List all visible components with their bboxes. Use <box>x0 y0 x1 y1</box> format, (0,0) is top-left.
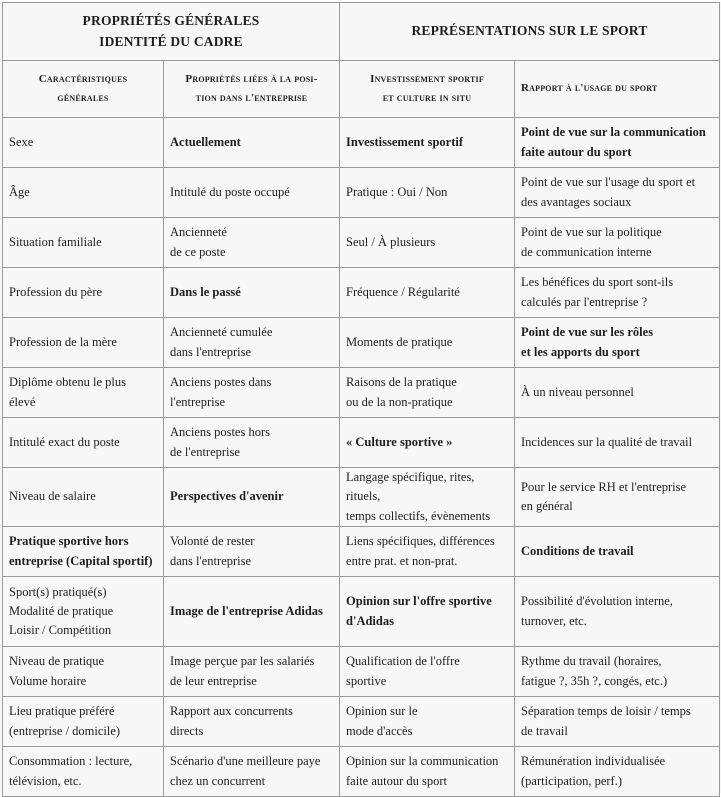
table-cell: Possibilité d'évolution interne, turnover, etc. <box>515 577 720 647</box>
table-row <box>3 218 720 268</box>
table-cell-subheading: Perspectives d'avenir <box>164 468 340 527</box>
table-cell: Pour le service RH et l'entreprise en général <box>515 468 720 527</box>
table-cell-subheading: Point de vue sur la communication faite autour du sport <box>515 118 720 168</box>
table-cell-subheading: Actuellement <box>164 118 340 168</box>
table-cell: Profession du père <box>3 268 164 318</box>
group-header-row <box>3 3 720 61</box>
table-cell: Rémunération individualisée (participation, perf.) <box>515 747 720 797</box>
table-cell: Niveau de salaire <box>3 468 164 527</box>
table-cell: Intitulé exact du poste <box>3 418 164 468</box>
column-header-row <box>3 61 720 118</box>
table-cell: Lieu pratique préféré (entreprise / domicile) <box>3 697 164 747</box>
table-cell-subheading: Opinion sur l'offre sportive d'Adidas <box>340 577 515 647</box>
table-cell-subheading: Image de l'entreprise Adidas <box>164 577 340 647</box>
table-cell: Sexe <box>3 118 164 168</box>
table-cell: Fréquence / Régularité <box>340 268 515 318</box>
table-row <box>3 697 720 747</box>
table-row <box>3 368 720 418</box>
table-cell: Opinion sur la communication faite autour du sport <box>340 747 515 797</box>
table-cell: Séparation temps de loisir / temps de travail <box>515 697 720 747</box>
table-cell: Les bénéfices du sport sont-ils calculés par l'entreprise ? <box>515 268 720 318</box>
column-header-position-properties: Propriétés liées à la posi- tion dans l'entreprise <box>164 61 340 118</box>
column-header-general-characteristics: Caractéristiques générales <box>3 61 164 118</box>
table-cell-subheading: Dans le passé <box>164 268 340 318</box>
table-row <box>3 527 720 577</box>
table-cell: Diplôme obtenu le plus élevé <box>3 368 164 418</box>
table-cell: Anciens postes dans l'entreprise <box>164 368 340 418</box>
group-header-general-properties: PROPRIÉTÉS GÉNÉRALES IDENTITÉ DU CADRE <box>3 3 340 61</box>
table-cell: Sport(s) pratiqué(s) Modalité de pratique Loisir / Compétition <box>3 577 164 647</box>
framework-table <box>2 2 720 797</box>
table-cell: Qualification de l'offre sportive <box>340 647 515 697</box>
table-cell: Volonté de rester dans l'entreprise <box>164 527 340 577</box>
table-cell: Langage spécifique, rites, rituels, temps collectifs, évènements <box>340 468 515 527</box>
table-cell: Niveau de pratique Volume horaire <box>3 647 164 697</box>
table-cell-subheading: Point de vue sur les rôles et les apports du sport <box>515 318 720 368</box>
table-row <box>3 318 720 368</box>
table-row <box>3 747 720 797</box>
table-cell: Seul / À plusieurs <box>340 218 515 268</box>
table-cell: Image perçue par les salariés de leur entreprise <box>164 647 340 697</box>
table-cell: Rythme du travail (horaires, fatigue ?, 35h ?, congés, etc.) <box>515 647 720 697</box>
table-cell: Intitulé du poste occupé <box>164 168 340 218</box>
table-row <box>3 577 720 647</box>
table-cell: Ancienneté de ce poste <box>164 218 340 268</box>
table-cell: Âge <box>3 168 164 218</box>
table-cell: Profession de la mère <box>3 318 164 368</box>
table-cell: Anciens postes hors de l'entreprise <box>164 418 340 468</box>
table-row <box>3 168 720 218</box>
table-cell: Point de vue sur la politique de communication interne <box>515 218 720 268</box>
table-row <box>3 118 720 168</box>
table-row <box>3 268 720 318</box>
table-cell-subheading: « Culture sportive » <box>340 418 515 468</box>
table-cell: Moments de pratique <box>340 318 515 368</box>
table-cell: Point de vue sur l'usage du sport et des avantages sociaux <box>515 168 720 218</box>
table-cell: Rapport aux concurrents directs <box>164 697 340 747</box>
table-cell: Raisons de la pratique ou de la non-pratique <box>340 368 515 418</box>
column-header-sport-investment: Investissement sportif et culture in situ <box>340 61 515 118</box>
table-cell-subheading: Pratique sportive hors entreprise (Capital sportif) <box>3 527 164 577</box>
table-cell: À un niveau personnel <box>515 368 720 418</box>
table-cell: Situation familiale <box>3 218 164 268</box>
table-cell: Pratique : Oui / Non <box>340 168 515 218</box>
table-cell-subheading: Investissement sportif <box>340 118 515 168</box>
table-cell: Consommation : lecture, télévision, etc. <box>3 747 164 797</box>
table-cell-subheading: Conditions de travail <box>515 527 720 577</box>
group-header-sport-representations: REPRÉSENTATIONS SUR LE SPORT <box>340 3 720 61</box>
page <box>0 2 721 793</box>
table-cell: Liens spécifiques, différences entre prat. et non-prat. <box>340 527 515 577</box>
table-cell: Scénario d'une meilleure paye chez un concurrent <box>164 747 340 797</box>
table-row <box>3 647 720 697</box>
table-row <box>3 418 720 468</box>
table-cell: Incidences sur la qualité de travail <box>515 418 720 468</box>
table-row <box>3 468 720 527</box>
column-header-sport-usage: Rapport à l'usage du sport <box>515 61 720 118</box>
table-cell: Ancienneté cumulée dans l'entreprise <box>164 318 340 368</box>
table-cell: Opinion sur le mode d'accès <box>340 697 515 747</box>
